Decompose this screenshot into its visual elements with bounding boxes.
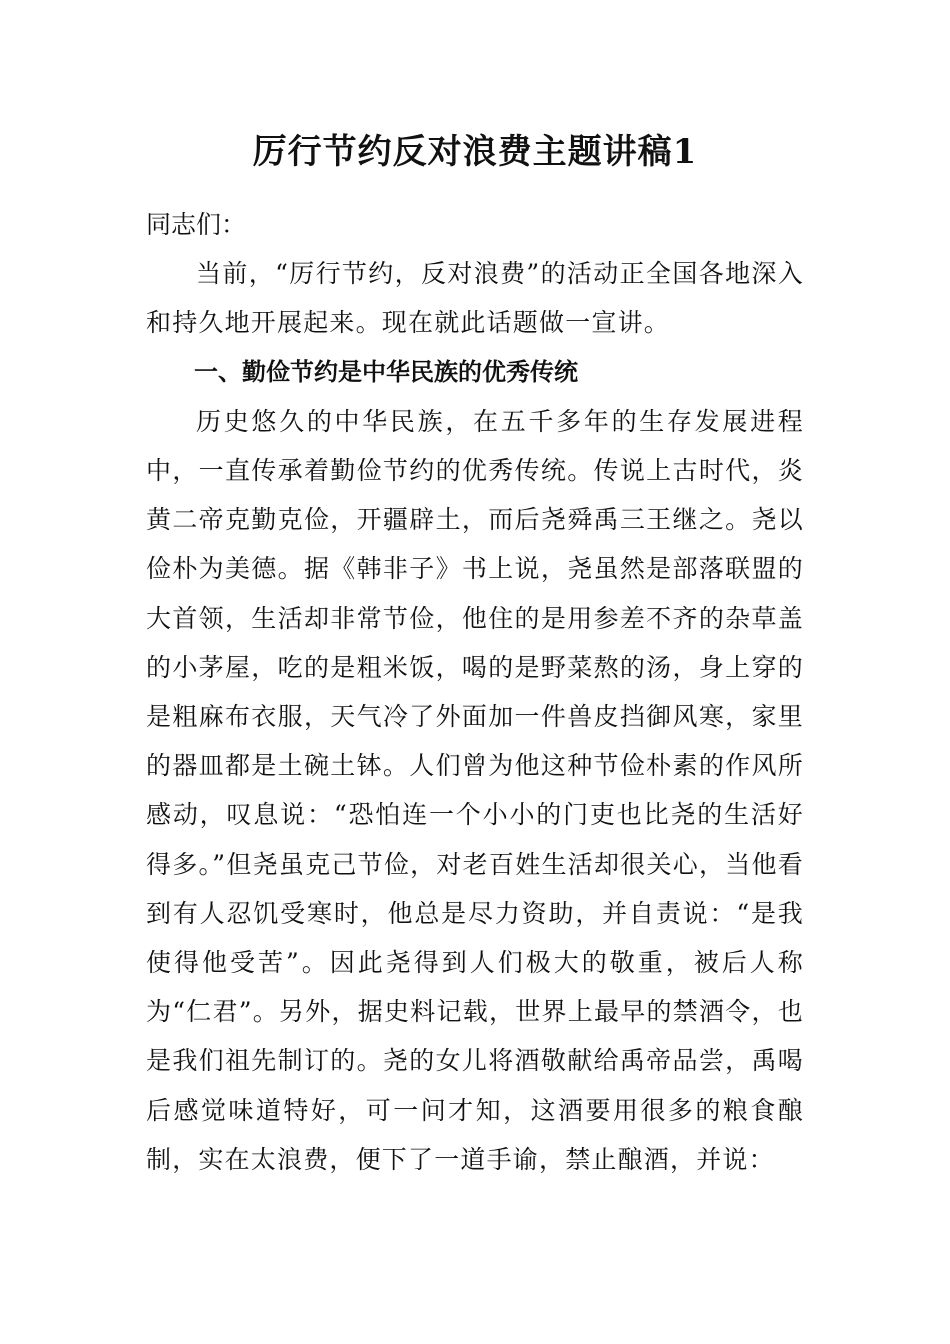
section-paragraph: 历史悠久的中华民族，在五千多年的生存发展进程中，一直传承着勤俭节约的优秀传统。传说上古时代，炎黄二帝克勤克俭，开疆辟土，而后尧舜禹三王继之。尧以俭朴为美德。据《韩非子》书上说，尧虽然是部落联盟的大首领，生活却非常节俭，他住的是用参差不齐的杂草盖的小茅屋，吃的是粗米饭，喝的是野菜熬的汤，身上穿的是粗麻布衣服，天气冷了外面加一件兽皮挡御风寒，家里的器皿都是土碗土钵。人们曾为他这种节俭朴素的作风所感动，叹息说：“恐怕连一个小小的门吏也比尧的生活好得多。”但尧虽克己节俭，对老百姓生活却很关心，当他看到有人忍饥受寒时，他总是尽力资助，并自责说：“是我使得他受苦”。因此尧得到人们极大的敬重，被后人称为“仁君”。另外，据史料记载，世界上最早的禁酒令，也是我们祖先制订的。尧的女儿将酒敬献给禹帝品尝，禹喝后感觉味道特好，可一问才知，这酒要用很多的粮食酿制，实在太浪费，便下了一道手谕，禁止酿酒，并说： xyxy=(146,406,804,1174)
document-title: 厉行节约反对浪费主题讲稿1 xyxy=(252,132,698,172)
document-body xyxy=(146,200,804,1184)
intro-paragraph: 当前，“厉行节约，反对浪费”的活动正全国各地深入和持久地开展起来。现在就此话题做一宣讲。 xyxy=(146,259,804,338)
salutation: 同志们： xyxy=(146,210,247,239)
section-heading: 一、勤俭节约是中华民族的优秀传统 xyxy=(194,357,578,386)
